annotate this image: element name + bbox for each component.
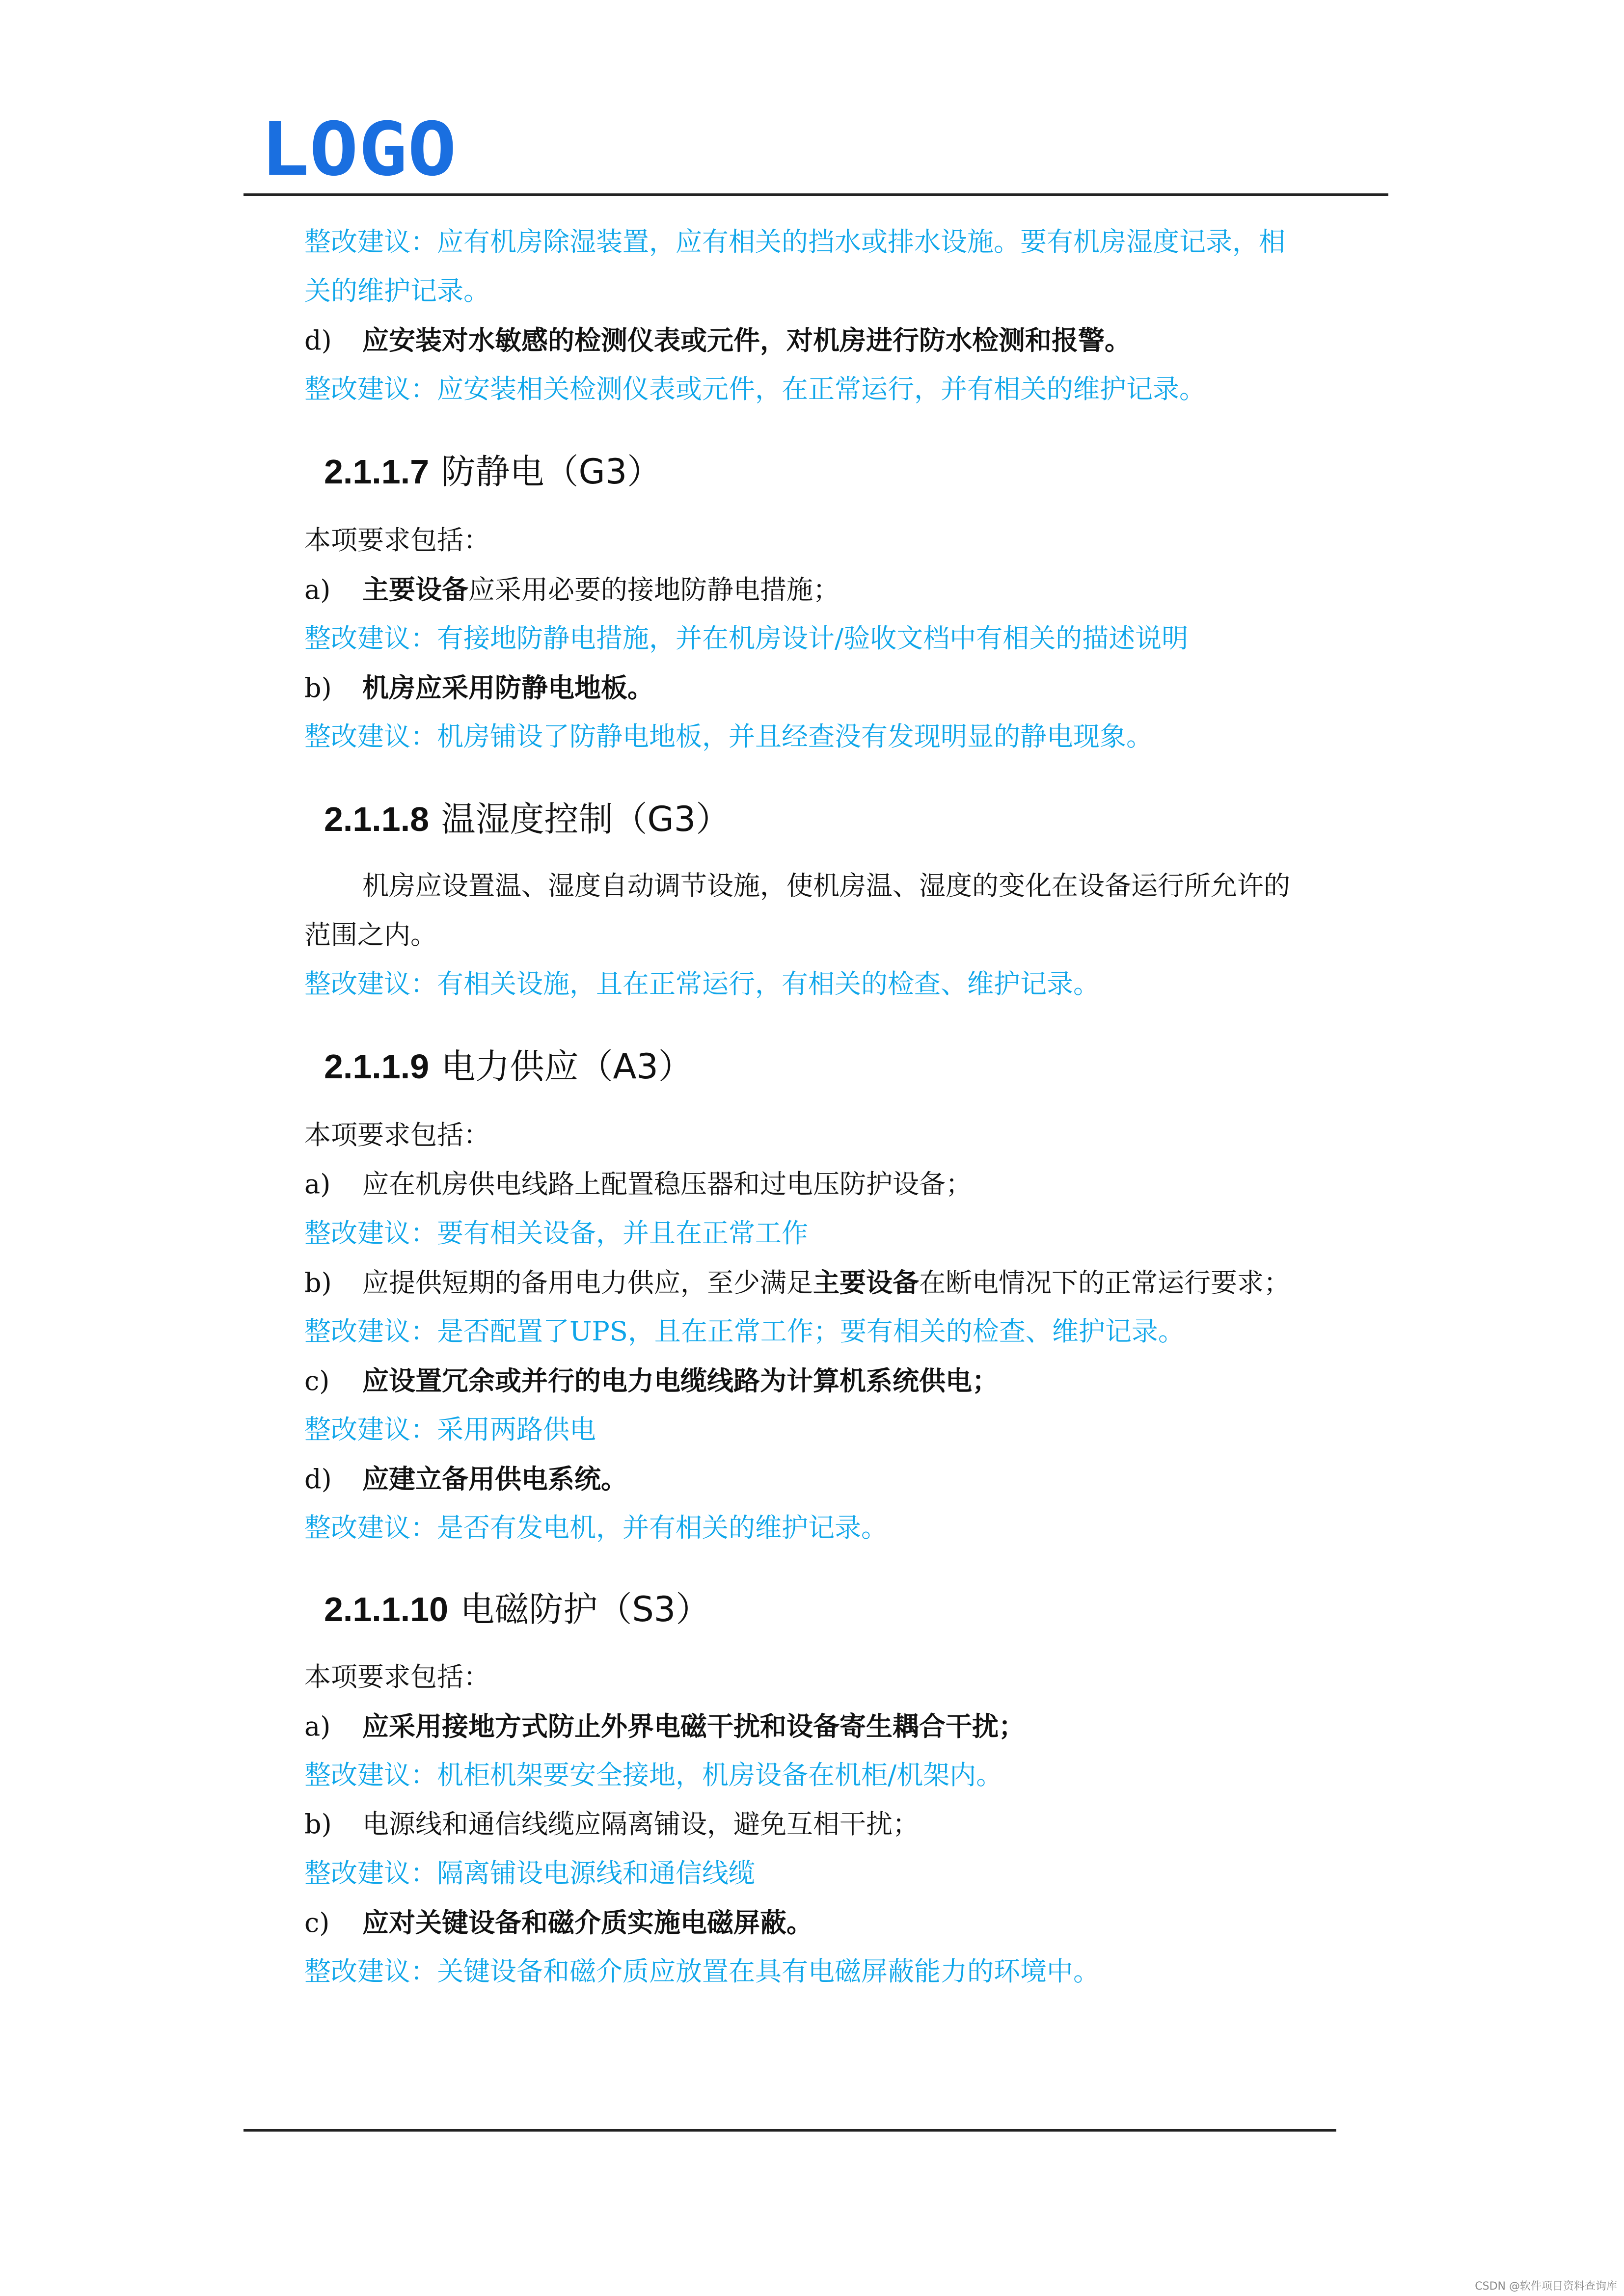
watermark: CSDN @软件项目资料查询库 <box>1475 2280 1617 2293</box>
list-item: b) 机房应采用防静电地板。 <box>304 672 654 703</box>
advice-text: 整改建议：关键设备和磁介质应放置在具有电磁屏蔽能力的环境中。 <box>304 1956 1100 1987</box>
list-item: c) 应设置冗余或并行的电力电缆线路为计算机系统供电； <box>304 1365 999 1396</box>
footer-rule <box>244 2129 1336 2132</box>
advice-text: 整改建议：有相关设施，且在正常运行，有相关的检查、维护记录。 <box>304 968 1100 999</box>
advice-text: 整改建议：隔离铺设电源线和通信线缆 <box>304 1858 755 1889</box>
advice-text: 整改建议：应安装相关检测仪表或元件，在正常运行，并有相关的维护记录。 <box>304 374 1206 404</box>
list-item: a) 应采用接地方式防止外界电磁干扰和设备寄生耦合干扰； <box>304 1710 1025 1742</box>
advice-text: 整改建议：有接地防静电措施，并在机房设计/验收文档中有相关的描述说明 <box>304 623 1189 654</box>
advice-text: 关的维护记录。 <box>304 275 490 306</box>
body-text: 范围之内。 <box>304 919 437 950</box>
advice-text: 整改建议：是否配置了UPS，且在正常工作；要有相关的检查、维护记录。 <box>304 1316 1185 1347</box>
body-text: 本项要求包括： <box>304 1661 490 1692</box>
advice-text: 整改建议：是否有发电机，并有相关的维护记录。 <box>304 1512 888 1543</box>
logo <box>260 117 457 181</box>
list-item: a) 应在机房供电线路上配置稳压器和过电压防护设备； <box>304 1169 972 1200</box>
body-text: 机房应设置温、湿度自动调节设施，使机房温、湿度的变化在设备运行所允许的 <box>362 870 1290 901</box>
svg-text:LOGO: LOGO <box>260 117 457 181</box>
list-item: c) 应对关键设备和磁介质实施电磁屏蔽。 <box>304 1907 813 1938</box>
section-heading: 2.1.1.9 电力供应（A3） <box>324 1046 693 1087</box>
body-text: 本项要求包括： <box>304 525 490 556</box>
section-heading: 2.1.1.8 温湿度控制（G3） <box>324 799 731 839</box>
section-heading: 2.1.1.7 防静电（G3） <box>324 452 662 492</box>
list-item: d) 应安装对水敏感的检测仪表或元件，对机房进行防水检测和报警。 <box>304 324 1131 356</box>
list-item: a) 主要设备应采用必要的接地防静电措施； <box>304 574 839 605</box>
advice-text: 整改建议：要有相关设备，并且在正常工作 <box>304 1218 808 1249</box>
list-item: d) 应建立备用供电系统。 <box>304 1463 627 1495</box>
advice-text: 整改建议：应有机房除湿装置，应有相关的挡水或排水设施。要有机房湿度记录，相 <box>304 226 1285 257</box>
list-item: b) 应提供短期的备用电力供应，至少满足主要设备在断电情况下的正常运行要求； <box>304 1267 1290 1298</box>
header-rule <box>244 193 1388 196</box>
section-heading: 2.1.1.10 电磁防护（S3） <box>324 1589 710 1629</box>
advice-text: 整改建议：机柜机架要安全接地，机房设备在机柜/机架内。 <box>304 1760 1003 1790</box>
advice-text: 整改建议：机房铺设了防静电地板，并且经查没有发现明显的静电现象。 <box>304 721 1153 752</box>
body-text: 本项要求包括： <box>304 1120 490 1150</box>
list-item: b) 电源线和通信线缆应隔离铺设，避免互相干扰； <box>304 1809 919 1840</box>
advice-text: 整改建议：采用两路供电 <box>304 1414 596 1445</box>
